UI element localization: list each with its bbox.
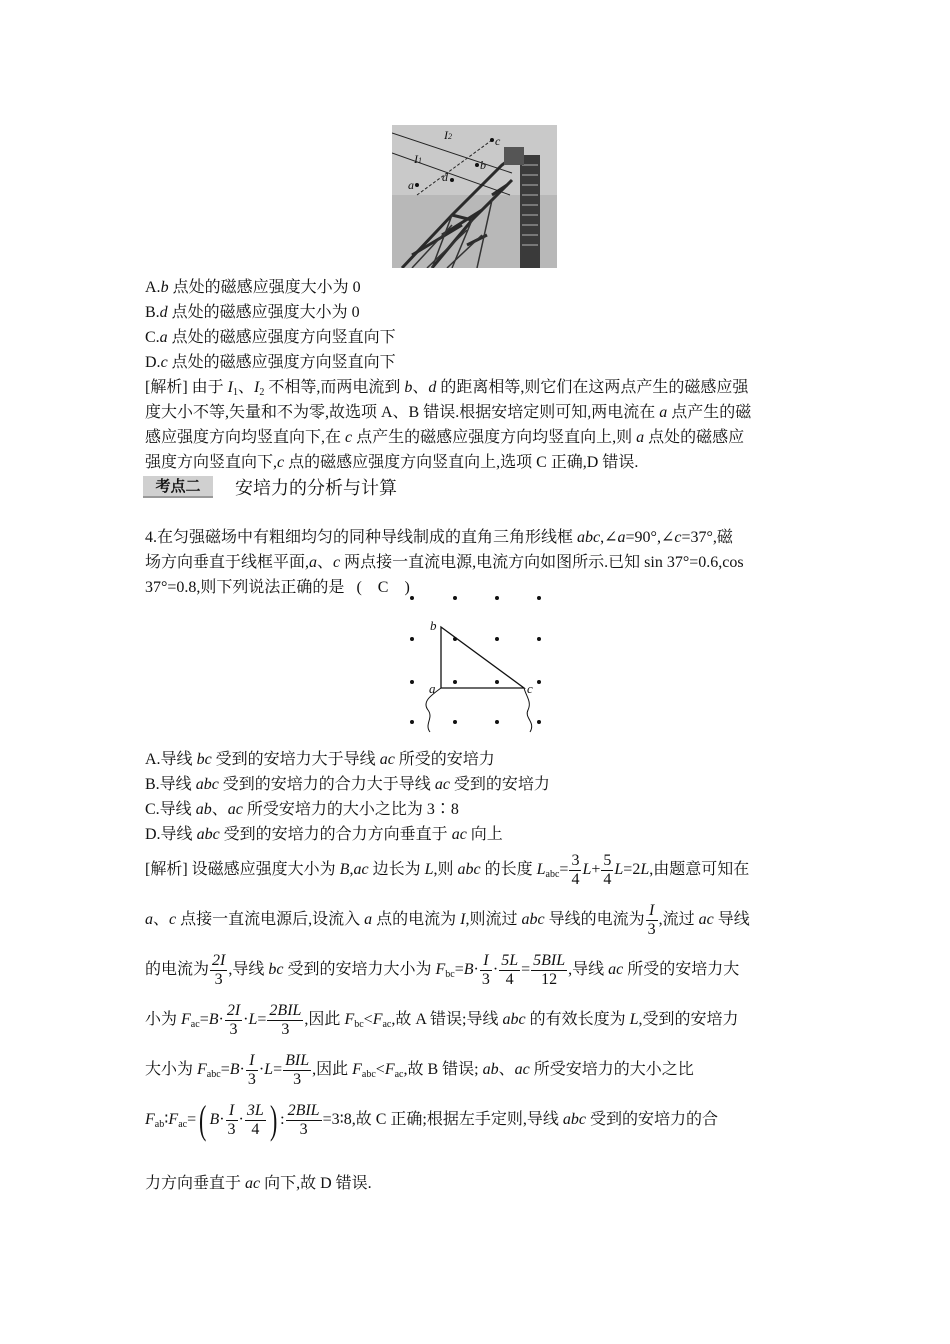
- q4-analysis-line-2: a、c 点接一直流电源后,设流入 a 点的电流为 I,则流过 abc 导线的电流为 $\frac{I}{3}$ ,流过 ac 导线: [145, 901, 750, 938]
- q3-analysis-line-4: 强度方向竖直向下,c 点的磁感应强度方向竖直向上,选项 C 正确,D 错误.: [145, 454, 639, 471]
- power-tower-photo: [392, 125, 557, 268]
- wire-frame-abc: [441, 627, 524, 688]
- q4-analysis-line-6: $F_{ab}∶F_{ac}=$( B· $\frac{I}{3}$ · $\frac{3L}{4}$ ) : $\frac{\text{2BIL}}{3}$ =3∶8,故 C 正确;根据左手定则,导线 abc 受到的安培力的合: [145, 1097, 718, 1143]
- q3-analysis-line-2: 度大小不等,矢量和不为零,故选项 A、B 错误.根据安培定则可知,两电流在 a 点产生的磁: [145, 404, 752, 421]
- svg-text:I2: I2: [444, 128, 452, 142]
- svg-text:c: c: [495, 134, 501, 148]
- q3-option-a: A.b 点处的磁感应强度大小为 0: [145, 279, 361, 296]
- q3-option-b: B.d 点处的磁感应强度大小为 0: [145, 304, 360, 321]
- svg-text:a: a: [408, 178, 414, 192]
- svg-text:a: a: [429, 681, 436, 696]
- q4-stem-line-1: 4.在匀强磁场中有粗细均匀的同种导线制成的直角三角形线框 abc,∠a=90°,∠c=37°,磁: [145, 529, 733, 546]
- q3-option-d: D.c 点处的磁感应强度方向竖直向下: [145, 354, 396, 371]
- fraction-2I-3: $\frac{2I}{3}$: [212, 951, 226, 988]
- svg-text:d: d: [442, 170, 448, 184]
- svg-text:I1: I1: [414, 152, 422, 166]
- q3-analysis-line-3: 感应强度方向均竖直向下,在 c 点产生的磁感应强度方向均竖直向上,则 a 点处的磁感应: [145, 429, 745, 446]
- q4-option-a: A.导线 bc 受到的安培力大于导线 ac 所受的安培力: [145, 751, 495, 768]
- fraction-3-4: $\frac{3}{4}$: [571, 851, 580, 888]
- q4-option-b: B.导线 abc 受到的安培力的合力大于导线 ac 受到的安培力: [145, 776, 550, 793]
- q4-analysis-line-4: 小为 $F_{ac}=B\cdot$ $\frac{2I}{3}$ ·L= $\frac{\text{2BIL}}{3}$ ,因此 $F_{bc}<F_{ac}$,故 A 错误;导线 abc 的有效长度为 L,受到的安培力: [145, 1001, 739, 1038]
- q4-answer: ( C ): [356, 579, 410, 596]
- q4-analysis-line-7: 力方向垂直于 ac 向下,故 D 错误.: [145, 1175, 372, 1192]
- q4-option-d: D.导线 abc 受到的安培力的合力方向垂直于 ac 向上: [145, 826, 503, 843]
- svg-text:c: c: [527, 681, 533, 696]
- q4-option-c: C.导线 ab、ac 所受安培力的大小之比为 3∶8: [145, 801, 459, 818]
- svg-text:b: b: [430, 618, 437, 633]
- q3-option-c: C.a 点处的磁感应强度方向竖直向下: [145, 329, 396, 346]
- section-title: 安培力的分析与计算: [235, 478, 397, 498]
- triangle-circuit-figure: [400, 592, 550, 734]
- q4-stem-line-3: 37°=0.8,则下列说法正确的是 ( C ): [145, 579, 410, 596]
- q4-analysis-line-5: 大小为 $F_{abc}=B\cdot$ $\frac{I}{3}$ ·L= $\frac{\text{BIL}}{3}$ ,因此 $F_{abc}<F_{ac}$,故 B 错误; ab、ac 所受安培力的大小之比: [145, 1051, 694, 1088]
- magnetic-field-dots: [410, 596, 541, 724]
- q4-analysis-line-3: 的电流为 $\frac{2I}{3}$ ,导线 bc 受到的安培力大小为 $F_{bc}=B\cdot$ $\frac{I}{3}$ · $\frac{5L}{4}$ = $\frac{\text{5BIL}}{12}$ ,导线 ac 所受的安培力大: [145, 951, 740, 988]
- fraction-5-4: $\frac{5}{4}$: [603, 851, 612, 888]
- svg-text:b: b: [480, 158, 486, 172]
- q4-stem-line-2: 场方向垂直于线框平面,a、c 两点接一直流电源,电流方向如图所示.已知 sin 37°=0.6,cos: [145, 554, 744, 571]
- fraction-I-3: $\frac{I}{3}$: [647, 901, 656, 938]
- section-tag: 考点二: [143, 476, 213, 498]
- q3-analysis-line-1: [解析] 由于 $I_1$、$I_2$ 不相等,而两电流到 b、d 的距离相等,则它们在这两点产生的磁感应强: [145, 379, 749, 398]
- q4-analysis-line-1: [解析] 设磁感应强度大小为 B,ac 边长为 L,则 abc 的长度 $L_{abc}=$ $\frac{3}{4}$ L+ $\frac{5}{4}$ L=2L,由题意可知在: [145, 851, 750, 888]
